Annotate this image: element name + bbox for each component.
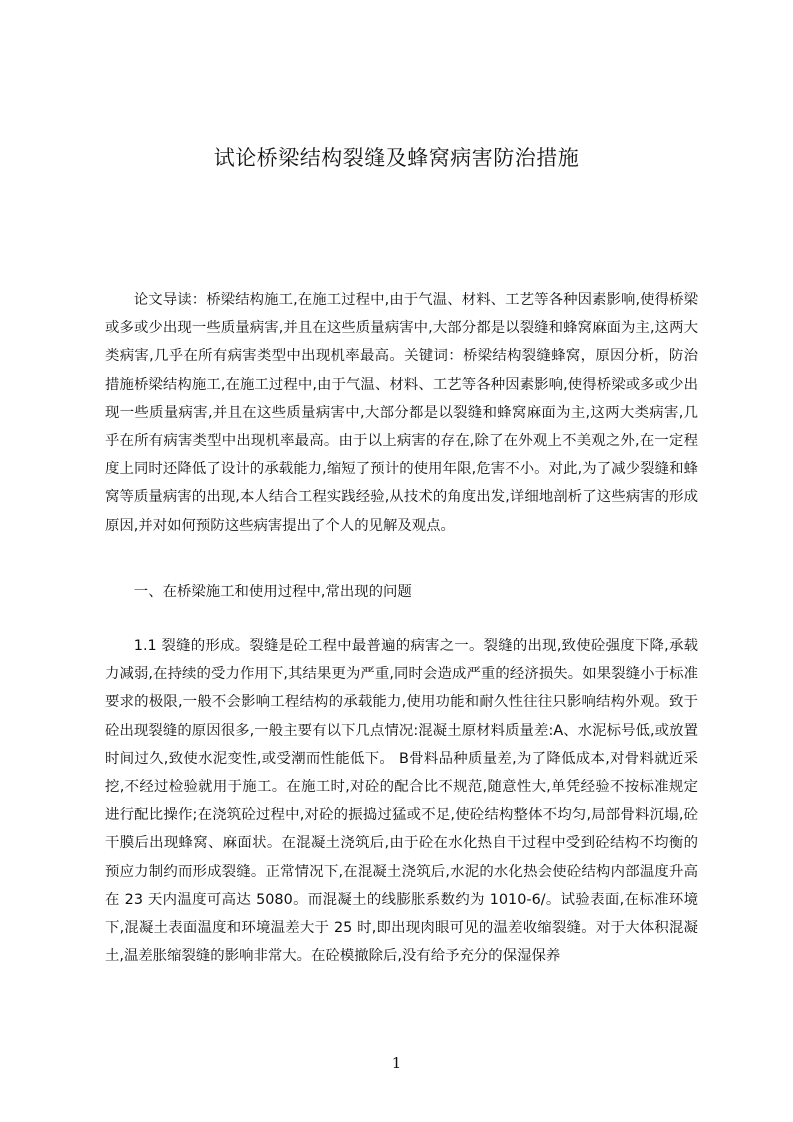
document-title: 试论桥梁结构裂缝及蜂窝病害防治措施 <box>213 146 580 170</box>
page-number: 1 <box>391 1054 402 1072</box>
section-heading: 一、在桥梁施工和使用过程中,常出现的问题 <box>133 584 412 600</box>
section-body-paragraph: 1.1 裂缝的形成。裂缝是砼工程中最普遍的病害之一。裂缝的出现,致使砼强度下降,承载力减弱,在持续的受力作用下,其结果更为严重,同时会造成严重的经济损失。如果裂缝小于标准要求的极限,一般不会影响工程结构的承载能力,使用功能和耐久性往往只影响结构外观。致于砼出现裂缝的原因很多,一般主要有以下几点情况:混凝土原材料质量差:A、水泥标号低,或放置时间过久,致使水泥变性,或受潮而性能低下。 B骨料品种质量差,为了降低成本,对骨料就近采挖,不经过检验就用于施工。在施工时,对砼的配合比不规范,随意性大,单凭经验不按标准规定进行配比操作;在浇筑砼过程中,对砼的振捣过猛或不足,使砼结构整体不均匀,局部骨料沉塌,砼干膜后出现蜂窝、麻面状。在混凝土浇筑后,由于砼在水化热自干过程中受到砼结构不均衡的预应力制约而形成裂缝。正常情况下,在混凝土浇筑后,水泥的水化热会使砼结构内部温度升高在 23 天内温度可高达 5080。而混凝土的线膨胀系数约为 1010-6/。试验表面,在标准环境下,混凝土表面温度和环境温差大于 25 时,即出现肉眼可见的温差收缩裂缝。对于大体积混凝土,温差胀缩裂缝的影响非常大。在砼模撤除后,没有给予充分的保湿保养 <box>105 638 698 965</box>
abstract-paragraph: 论文导读：桥梁结构施工,在施工过程中,由于气温、材料、工艺等各种因素影响,使得桥梁或多或少出现一些质量病害,并且在这些质量病害中,大部分都是以裂缝和蜂窝麻面为主,这两大类病害,几乎在所有病害类型中出现机率最高。关键词：桥梁结构裂缝蜂窝，原因分析，防治措施桥梁结构施工,在施工过程中,由于气温、材料、工艺等各种因素影响,使得桥梁或多或少出现一些质量病害,并且在这些质量病害中,大部分都是以裂缝和蜂窝麻面为主,这两大类病害,几乎在所有病害类型中出现机率最高。由于以上病害的存在,除了在外观上不美观之外,在一定程度上同时还降低了设计的承载能力,缩短了预计的使用年限,危害不小。对此,为了减少裂缝和蜂窝等质量病害的出现,本人结合工程实践经验,从技术的角度出发,详细地剖析了这些病害的形成原因,并对如何预防这些病害提出了个人的见解及观点。 <box>105 292 698 534</box>
